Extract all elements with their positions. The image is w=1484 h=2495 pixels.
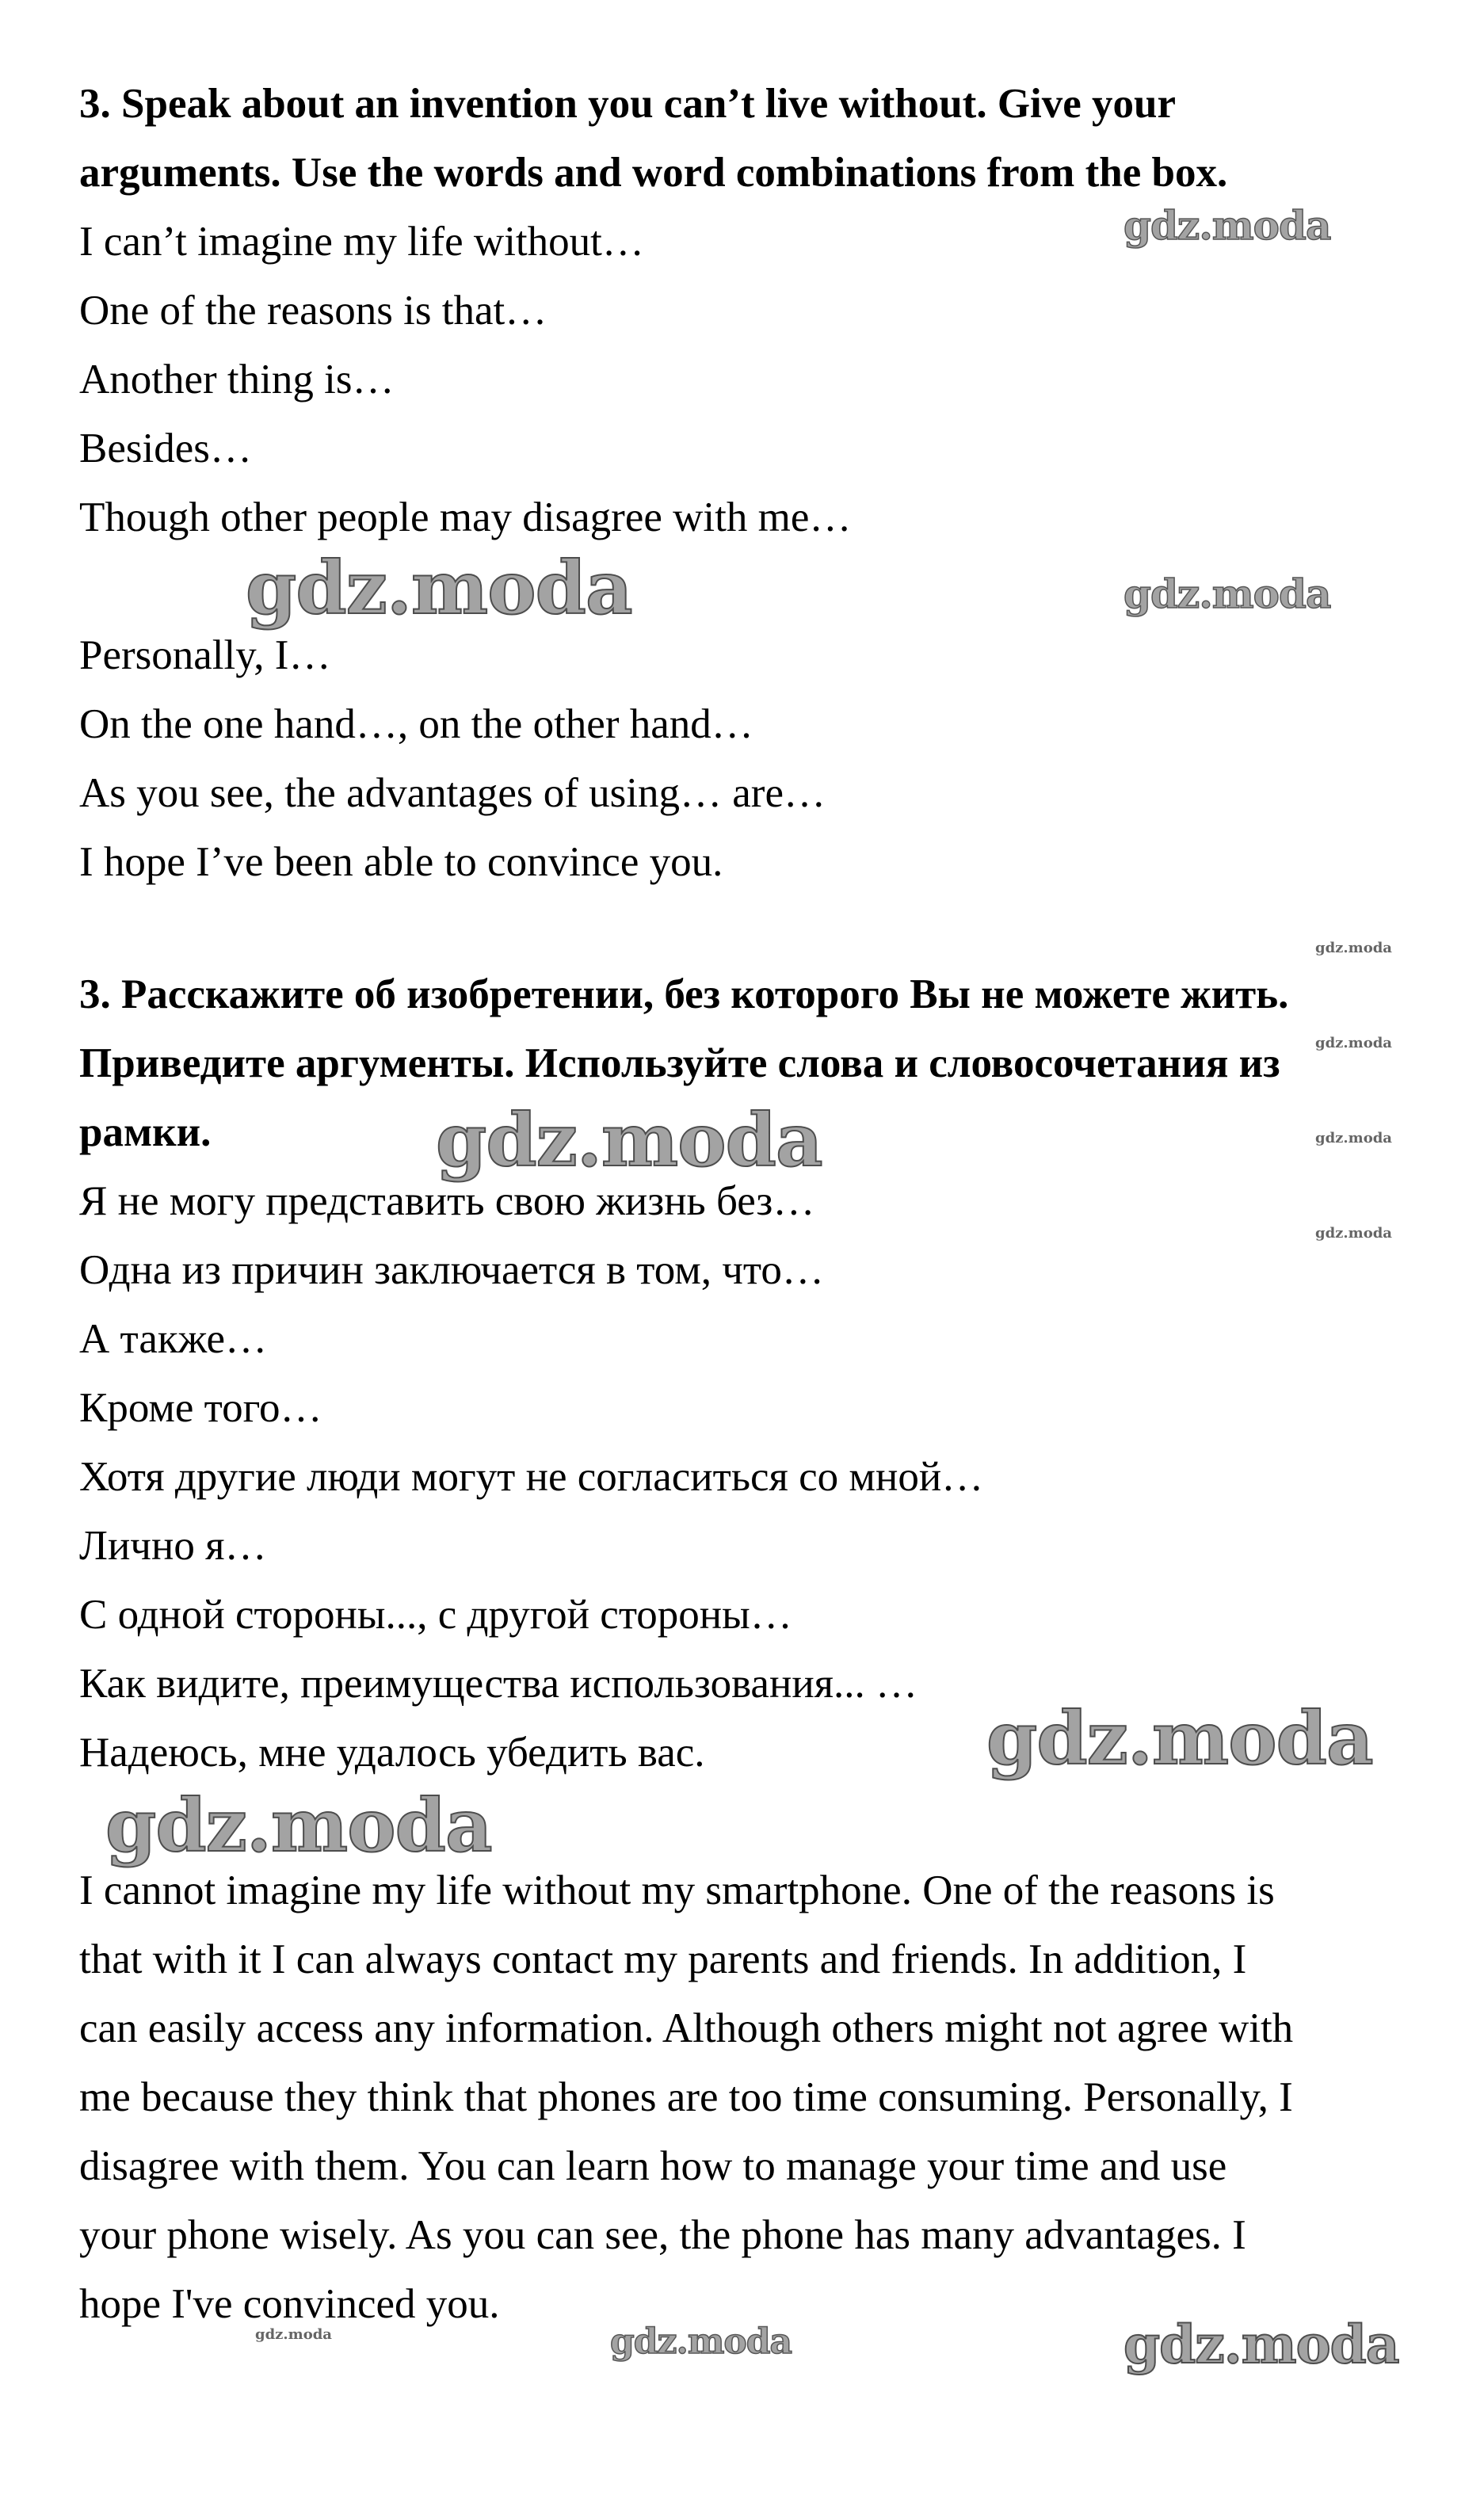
phrase-ru: А также… [79, 1316, 268, 1362]
watermark: gdz.moda [1123, 202, 1331, 249]
task-ru-title-line-2: Приведите аргументы. Используйте слова и словосочетания из [79, 1040, 1280, 1086]
watermark: gdz.moda [1123, 570, 1331, 617]
watermark: gdz.moda [986, 1696, 1373, 1781]
watermark: gdz.moda [246, 545, 632, 631]
watermark: gdz.moda [436, 1097, 822, 1183]
task-ru-title-line-3: рамки. [79, 1109, 212, 1155]
watermark: gdz.moda [1123, 2314, 1399, 2375]
phrase-ru: Кроме того… [79, 1385, 322, 1431]
phrase-ru: Надеюсь, мне удалось убедить вас. [79, 1730, 705, 1776]
phrase-ru: Как видите, преимущества использования... … [79, 1661, 918, 1707]
phrase-en: Another thing is… [79, 357, 395, 402]
essay-line: hope I've convinced you. [79, 2281, 500, 2327]
spacer [79, 897, 1426, 960]
watermark: gdz.moda [610, 2321, 792, 2362]
phrase-ru: Лично я… [79, 1523, 267, 1569]
essay-line: your phone wisely. As you can see, the phone has many advantages. I [79, 2212, 1246, 2258]
essay-line: that with it I can always contact my parents and friends. In addition, I [79, 1936, 1247, 1982]
phrase-en: As you see, the advantages of using… are… [79, 770, 826, 816]
task-en-title-line-1: 3. Speak about an invention you can’t live without. Give your [79, 81, 1177, 127]
essay-line: I cannot imagine my life without my smartphone. One of the reasons is [79, 1867, 1275, 1913]
watermark: gdz.moda [1315, 1035, 1392, 1051]
watermark: gdz.moda [255, 2326, 332, 2343]
phrase-en: On the one hand…, on the other hand… [79, 701, 753, 747]
watermark: gdz.moda [105, 1783, 492, 1868]
watermark: gdz.moda [1315, 1225, 1392, 1242]
document-page [79, 70, 1426, 2339]
phrase-ru: Одна из причин заключается в том, что… [79, 1247, 824, 1293]
phrase-en: Personally, I… [79, 632, 331, 678]
phrase-ru: Я не могу представить свою жизнь без… [79, 1178, 815, 1224]
phrase-en: Besides… [79, 425, 252, 471]
essay-line: can easily access any information. Although others might not agree with [79, 2005, 1294, 2051]
phrase-en: One of the reasons is that… [79, 288, 547, 334]
essay-answer [79, 1856, 1426, 2339]
essay-line: disagree with them. You can learn how to manage your time and use [79, 2143, 1227, 2189]
phrase-en: I hope I’ve been able to convince you. [79, 839, 723, 885]
watermark: gdz.moda [1315, 1130, 1392, 1146]
task-ru-title-line-1: 3. Расскажите об изобретении, без которого Вы не можете жить. [79, 971, 1289, 1017]
task-en-title-line-2: arguments. Use the words and word combinations from the box. [79, 150, 1228, 196]
phrase-en: Though other people may disagree with me… [79, 494, 852, 540]
essay-line: me because they think that phones are too time consuming. Personally, I [79, 2074, 1293, 2120]
phrase-ru: Хотя другие люди могут не согласиться со мной… [79, 1454, 984, 1500]
watermark: gdz.moda [1315, 940, 1392, 956]
phrase-ru: С одной стороны..., с другой стороны… [79, 1592, 792, 1638]
phrase-en: I can’t imagine my life without… [79, 219, 644, 265]
